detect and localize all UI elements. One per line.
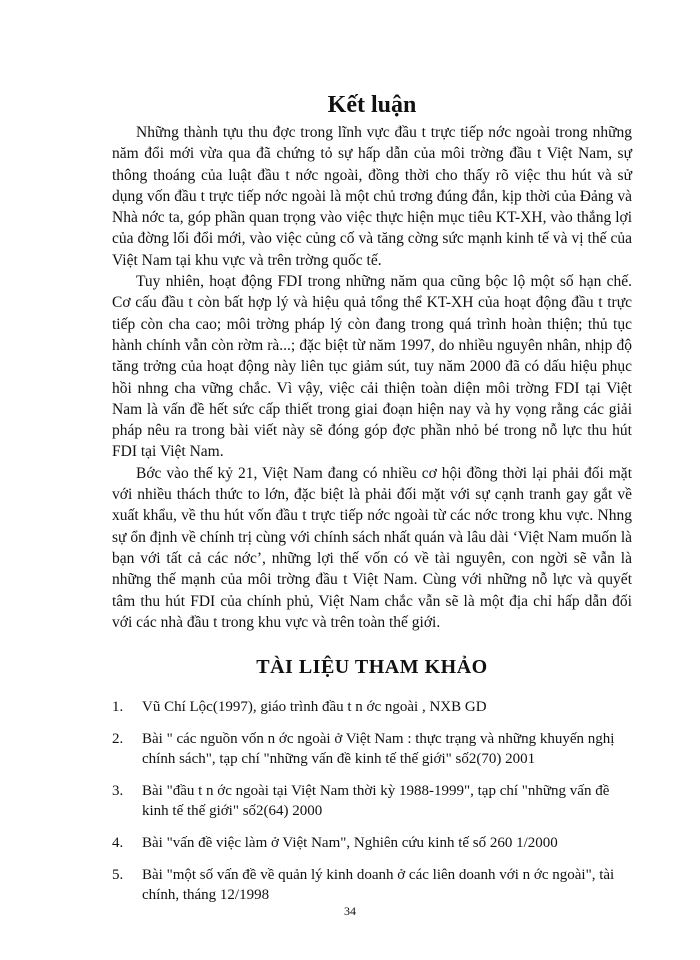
reference-number: 4. — [112, 835, 124, 852]
reference-number: 5. — [112, 867, 124, 884]
references-title: TÀI LIỆU THAM KHẢO — [256, 656, 488, 679]
references-list — [112, 697, 632, 905]
page-number: 34 — [344, 904, 356, 918]
reference-item — [112, 729, 632, 769]
reference-text: Vũ Chí Lộc(1997), giáo trình đầu t n ớc ngoài , NXB GD — [142, 699, 487, 716]
reference-number: 2. — [112, 731, 124, 748]
reference-text: Bài " các nguồn vốn n ớc ngoài ở Việt Nam : thực trạng và những khuyến nghị chính sách", tạp chí "những vấn đề kinh tế thế giới" số2(70) 2001 — [142, 731, 615, 768]
reference-text: Bài "vấn đề việc làm ở Việt Nam", Nghiên cứu kinh tế số 260 1/2000 — [142, 835, 558, 852]
reference-number: 3. — [112, 783, 124, 800]
paragraph-3: Bớc vào thế kỷ 21, Việt Nam đang có nhiều cơ hội đồng thời lại phải đối mặt với nhiều thách thức to lớn, đặc biệt là phải đối mặt với sự cạnh tranh gay gắt về xuất khẩu, về thu hút vốn đầu t trực tiếp nớc ngoài từ các nớc trong khu vực. Nhng sự ổn định về chính trị cùng với chính sách nhất quán và lâu dài ‘Việt Nam muốn là bạn với tất cả các nớc’, những lợi thế vốn có về tài nguyên, con ngời sẽ vẫn là những thế mạnh của môi trờng đầu t Việt Nam. Cùng với những nỗ lực và quyết tâm thu hút FDI của chính phủ, Việt Nam chắc vẫn sẽ là một địa chỉ hấp dẫn đối với các nhà đầu t trong khu vực và trên toàn thế giới. — [112, 464, 632, 631]
reference-item — [112, 697, 632, 717]
reference-item — [112, 833, 632, 853]
section-title: Kết luận — [327, 92, 417, 118]
reference-item — [112, 865, 632, 905]
reference-number: 1. — [112, 699, 124, 716]
document-page — [112, 92, 632, 917]
reference-text: Bài "một số vấn đề về quản lý kinh doanh ở các liên doanh với n ớc ngoài", tài chính, tháng 12/1998 — [142, 867, 615, 904]
reference-text: Bài "đầu t n ớc ngoài tại Việt Nam thời kỳ 1988-1999", tạp chí "những vấn đề kinh tế thế giới" số2(64) 2000 — [142, 783, 610, 820]
paragraph-2: Tuy nhiên, hoạt động FDI trong những năm qua cũng bộc lộ một số hạn chế. Cơ cấu đầu t còn bất hợp lý và hiệu quả tổng thể KT-XH của hoạt động đầu t trực tiếp còn cha cao; môi trờng pháp lý còn đang trong quá trình hoàn thiện; thủ tục hành chính vẫn còn rờm rà...; đặc biệt từ năm 1997, do nhiều nguyên nhân, nhịp độ tăng trởng của hoạt động này liên tục giảm sút, tuy năm 2000 đã có dấu hiệu phục hồi nhng cha vững chắc. Vì vậy, việc cải thiện toàn diện môi trờng FDI tại Việt Nam là vấn đề hết sức cấp thiết trong giai đoạn hiện nay và hy vọng rằng các giải pháp nêu ra trong bài viết này sẽ đóng góp đợc phần nhỏ bé trong nỗ lực thu hút FDI tại Việt Nam. — [112, 273, 632, 461]
reference-item — [112, 781, 632, 821]
paragraph-1: Những thành tựu thu đợc trong lĩnh vực đầu t trực tiếp nớc ngoài trong những năm đổi mới vừa qua đã chứng tỏ sự hấp dẫn của môi trờng đầu t Việt Nam, sự thông thoáng của luật đầu t nớc ngoài, đồng thời cho thấy rõ việc thu hút và sử dụng vốn đầu t trực tiếp nớc ngoài là một chủ trơng đúng đắn, kịp thời của Đảng và Nhà nớc ta, góp phần quan trọng vào việc thực hiện mục tiêu KT-XH, vào thắng lợi của đờng lối đổi mới, vào việc củng cố và tăng cờng sức mạnh kinh tế và vị thế của Việt Nam tại khu vực và trên trờng quốc tế. — [112, 124, 632, 269]
